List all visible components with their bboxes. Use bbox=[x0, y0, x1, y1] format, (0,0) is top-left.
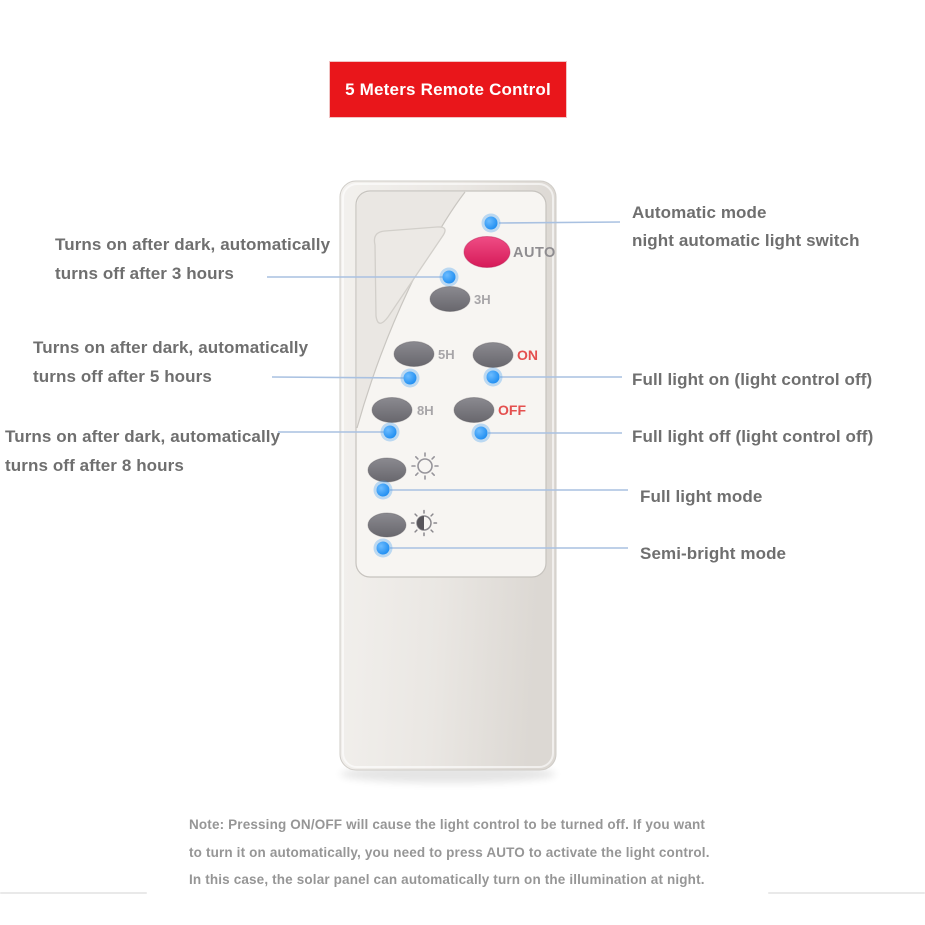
annotation-8h-line1: Turns on after dark, automatically bbox=[5, 427, 281, 446]
annotation-5h-line2: turns off after 5 hours bbox=[33, 367, 212, 386]
page-edge-left bbox=[0, 892, 147, 894]
8h-button-label: 8H bbox=[417, 403, 434, 418]
annotation-3h-line1: Turns on after dark, automatically bbox=[55, 235, 331, 254]
on-button-label: ON bbox=[517, 347, 538, 363]
annotation-auto-line2: night automatic light switch bbox=[632, 231, 860, 250]
5h-connector-line bbox=[272, 377, 406, 378]
footer-note bbox=[189, 811, 710, 894]
full-light-callout-dot bbox=[377, 484, 390, 497]
5h-callout-dot bbox=[404, 372, 417, 385]
full-light-button bbox=[368, 458, 406, 482]
3h-button-label: 3H bbox=[474, 292, 491, 307]
page-edge-right bbox=[768, 892, 925, 894]
5h-button bbox=[394, 342, 434, 367]
annotation-full-light: Full light mode bbox=[640, 487, 763, 506]
annotation-8h-line2: turns off after 8 hours bbox=[5, 456, 184, 475]
auto-button bbox=[464, 237, 510, 268]
page-title: 5 Meters Remote Control bbox=[345, 79, 551, 99]
semi-bright-callout-dot bbox=[377, 542, 390, 555]
on-button bbox=[473, 343, 513, 368]
footer-note-line3: In this case, the solar panel can automatically turn on the illumination at night. bbox=[189, 872, 705, 887]
on-callout-dot bbox=[487, 371, 500, 384]
off-button bbox=[454, 398, 494, 423]
3h-callout-dot bbox=[443, 271, 456, 284]
annotation-on: Full light on (light control off) bbox=[632, 370, 873, 389]
auto-connector-line bbox=[499, 222, 620, 223]
8h-callout-dot bbox=[384, 426, 397, 439]
annotation-3h-line2: turns off after 3 hours bbox=[55, 264, 234, 283]
auto-callout-dot bbox=[485, 217, 498, 230]
footer-note-line2: to turn it on automatically, you need to press AUTO to activate the light control. bbox=[189, 844, 710, 860]
footer-note-line1: Note: Pressing ON/OFF will cause the light control to be turned off. If you want bbox=[189, 817, 706, 832]
8h-button bbox=[372, 398, 412, 423]
auto-button-label: AUTO bbox=[513, 245, 556, 261]
off-button-label: OFF bbox=[498, 402, 526, 418]
semi-bright-button bbox=[368, 513, 406, 537]
annotation-auto-line1: Automatic mode bbox=[632, 203, 767, 222]
annotation-5h-line1: Turns on after dark, automatically bbox=[33, 338, 309, 357]
5h-button-label: 5H bbox=[438, 347, 455, 362]
annotation-off: Full light off (light control off) bbox=[632, 427, 874, 446]
off-callout-dot bbox=[475, 427, 488, 440]
remote-control-illustration bbox=[0, 170, 925, 820]
3h-button bbox=[430, 287, 470, 312]
title-banner bbox=[330, 62, 566, 117]
annotation-semi-bright: Semi-bright mode bbox=[640, 544, 787, 563]
